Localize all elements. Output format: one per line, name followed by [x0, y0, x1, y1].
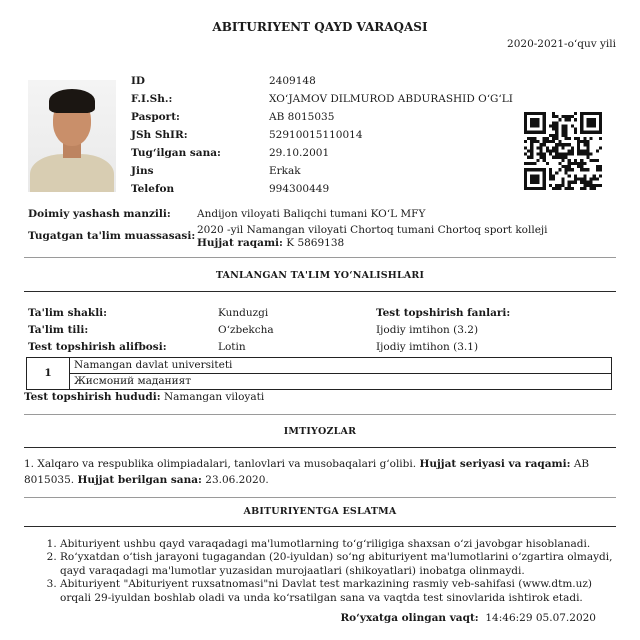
notice-heading: ABITURIYENTGA ESLATMA — [243, 506, 397, 517]
address-value: Andijon viloyati Baliqchi tumani KO‘L MFY — [197, 208, 426, 220]
id-label: ID — [131, 75, 146, 87]
privilege-issued-value: 23.06.2020. — [205, 474, 269, 486]
programs-table — [26, 357, 612, 390]
list-item: 3. Abituriyent "Abituriyent ruxsatnomasi"ni Davlat test markazining rasmiy veb-sahifasi (www.dtm.uz) orqali 29-iyuldan boshlab oladi va unda ko‘rsatilgan sana va vaqtda test sinovlarida ishtirok etadi. — [60, 578, 620, 605]
id-value: 2409148 — [269, 75, 316, 87]
birthdate-value: 29.10.2001 — [269, 147, 330, 159]
birthdate-label: Tug‘ilgan sana: — [131, 147, 221, 159]
gender-label: Jins — [131, 165, 154, 177]
pinfl-label: JSh ShIR: — [131, 129, 188, 141]
divider — [24, 526, 616, 527]
program-number: 1 — [27, 358, 70, 390]
alphabet-value: Lotin — [218, 341, 246, 353]
table-row — [27, 374, 612, 390]
academic-year: 2020-2021-o‘quv yili — [507, 38, 616, 50]
directions-heading: TANLANGAN TA'LIM YO‘NALISHLARI — [215, 270, 425, 281]
pinfl-value: 52910015110014 — [269, 129, 363, 141]
passport-value: AB 8015035 — [269, 111, 335, 123]
privileges-heading: IMTIYOZLAR — [283, 426, 357, 437]
program-direction: Жисмоний маданият — [70, 374, 612, 390]
test-region — [24, 391, 264, 403]
subject-2: Ijodiy imtihon (3.1) — [376, 341, 479, 353]
phone-label: Telefon — [131, 183, 175, 195]
study-language-label: Ta'lim tili: — [28, 324, 89, 336]
privilege-item — [24, 456, 616, 488]
subject-1: Ijodiy imtihon (3.2) — [376, 324, 479, 336]
test-region-label: Test topshirish hududi: — [24, 391, 161, 403]
divider — [24, 414, 616, 415]
program-university: Namangan davlat universiteti — [70, 358, 612, 374]
notice-list — [24, 538, 620, 605]
education-value: 2020 -yil Namangan viloyati Chortoq tumani Chortoq sport kolleji — [197, 224, 548, 236]
divider — [24, 447, 616, 448]
qr-code-icon — [524, 112, 602, 190]
diploma-value: K 5869138 — [286, 237, 345, 249]
applicant-photo — [28, 80, 116, 192]
divider — [24, 497, 616, 498]
privilege-text: 1. Xalqaro va respublika olimpiadalari, tanlovlari va musobaqalari g‘olibi. — [24, 458, 417, 470]
passport-label: Pasport: — [131, 111, 180, 123]
page-title: ABITURIYENT QAYD VARAQASI — [212, 20, 428, 34]
phone-value: 994300449 — [269, 183, 330, 195]
study-language-value: O‘zbekcha — [218, 324, 274, 336]
fullname-value: XO‘JAMOV DILMUROD ABDURASHID O‘G‘LI — [269, 93, 513, 105]
test-region-value: Namangan viloyati — [163, 391, 265, 403]
privilege-doc-value: AB 8015035. — [24, 458, 590, 486]
gender-value: Erkak — [269, 165, 301, 177]
diploma-line — [197, 237, 344, 249]
divider — [24, 291, 616, 292]
list-item: 2. Ro‘yxatdan o‘tish jarayoni tugagandan (20-iyuldan) so‘ng abituriyent ma'lumotlarini o‘zgartira olmaydi, qayd varaqadagi ma'lumotlar yuzasidan murojaatlari (shikoyatlari) inobatga olinmaydi. — [60, 551, 620, 578]
registration-time-label: Ro‘yxatga olingan vaqt: — [340, 612, 479, 624]
table-row — [27, 358, 612, 374]
education-label: Tugatgan ta'lim muassasasi: — [28, 230, 196, 242]
subjects-label: Test topshirish fanlari: — [376, 307, 511, 319]
study-form-value: Kunduzgi — [218, 307, 269, 319]
fullname-label: F.I.Sh.: — [131, 93, 173, 105]
address-label: Doimiy yashash manzili: — [28, 208, 171, 220]
registration-time — [340, 612, 596, 624]
privilege-issued-label: Hujjat berilgan sana: — [77, 474, 202, 486]
privilege-doc-label: Hujjat seriyasi va raqami: — [419, 458, 571, 470]
alphabet-label: Test topshirish alifbosi: — [28, 341, 167, 353]
diploma-label: Hujjat raqami: — [197, 237, 283, 249]
divider — [24, 257, 616, 258]
registration-time-value: 14:46:29 05.07.2020 — [485, 612, 596, 624]
study-form-label: Ta'lim shakli: — [28, 307, 108, 319]
list-item: 1. Abituriyent ushbu qayd varaqadagi ma'lumotlarning to‘g‘riligiga shaxsan o‘zi javobgar hisoblanadi. — [60, 538, 620, 551]
